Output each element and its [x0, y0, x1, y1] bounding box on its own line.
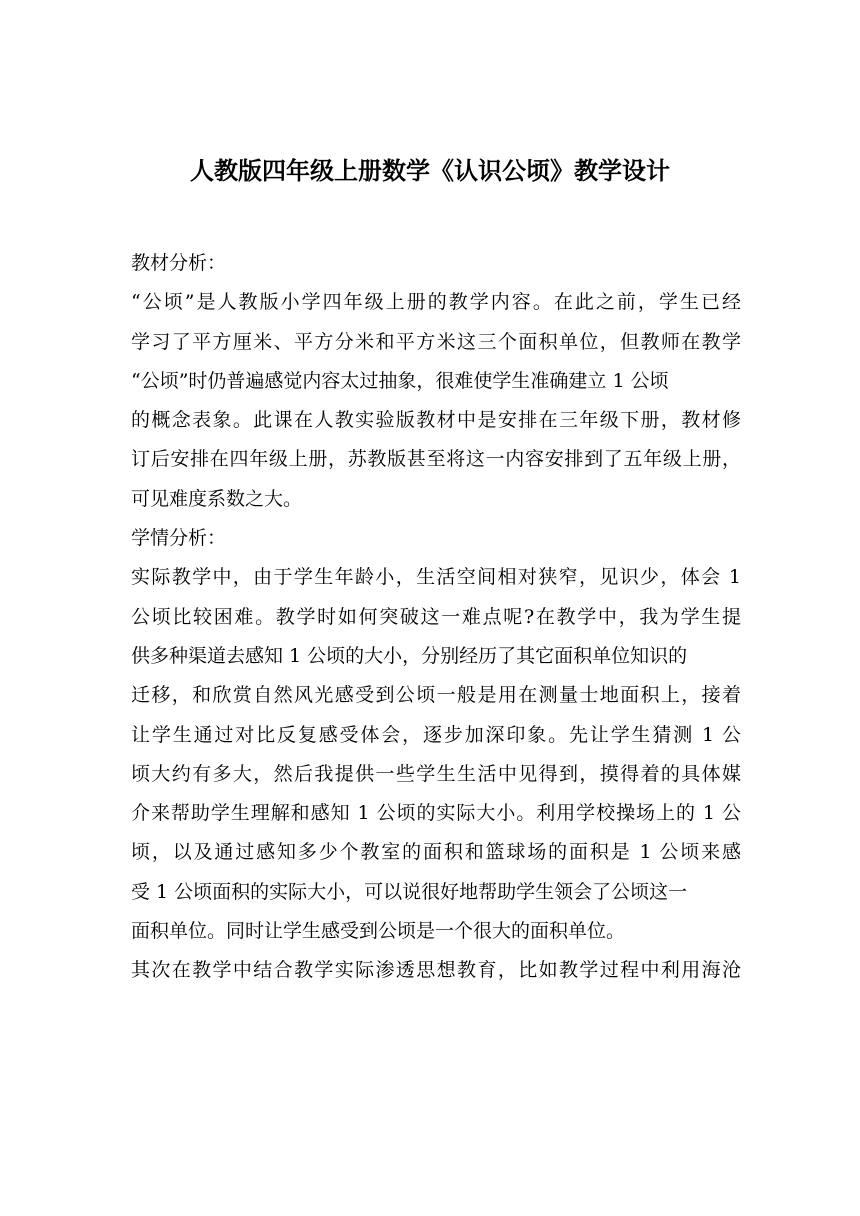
text-line: “公顷”是人教版小学四年级上册的教学内容。在此之前，学生已经 — [131, 291, 741, 314]
text-line: 其次在教学中结合教学实际渗透思想教育，比如教学过程中利用海沧 — [131, 959, 741, 982]
text-line: 订后安排在四年级上册，苏教版甚至将这一内容安排到了五年级上册， — [131, 448, 741, 471]
text-line: 供多种渠道去感知 1 公顷的大小，分别经历了其它面积单位知识的 — [131, 644, 688, 667]
text-line: 学习了平方厘米、平方分米和平方米这三个面积单位，但教师在教学 — [131, 330, 741, 353]
text-line: 介来帮助学生理解和感知 1 公顷的实际大小。利用学校操场上的 1 公 — [131, 802, 741, 825]
text-line: 让学生通过对比反复感受体会，逐步加深印象。先让学生猜测 1 公 — [131, 723, 741, 746]
text-line: 迁移，和欣赏自然风光感受到公顷一般是用在测量士地面积上，接着 — [131, 684, 741, 707]
text-line: 面积单位。同时让学生感受到公顷是一个很大的面积单位。 — [131, 920, 626, 943]
document-title: 人教版四年级上册数学《认识公顷》教学设计 — [190, 157, 670, 185]
text-line: 教材分析： — [131, 252, 227, 274]
document-body — [131, 244, 741, 991]
text-line: 受 1 公顷面积的实际大小，可以说很好地帮助学生领会了公顷这一 — [131, 880, 688, 903]
text-line: “公顷”时仍普遍感觉内容太过抽象，很难使学生准确建立 1 公顷 — [131, 369, 669, 392]
text-line: 实际教学中，由于学生年龄小，生活空间相对狭窄，见识少，体会 1 — [131, 566, 741, 589]
text-line: 顷大约有多大，然后我提供一些学生生活中见得到，摸得着的具体媒 — [131, 762, 741, 785]
text-line: 学情分析： — [131, 527, 227, 550]
text-line: 的概念表象。此课在人教实验版教材中是安排在三年级下册，教材修 — [131, 409, 741, 432]
text-line: 公顷比较困难。教学时如何突破这一难点呢?在教学中，我为学生提 — [131, 605, 741, 628]
text-line: 可见难度系数之大。 — [131, 487, 303, 510]
text-line: 顷，以及通过感知多少个教室的面积和篮球场的面积是 1 公顷来感 — [131, 841, 741, 864]
